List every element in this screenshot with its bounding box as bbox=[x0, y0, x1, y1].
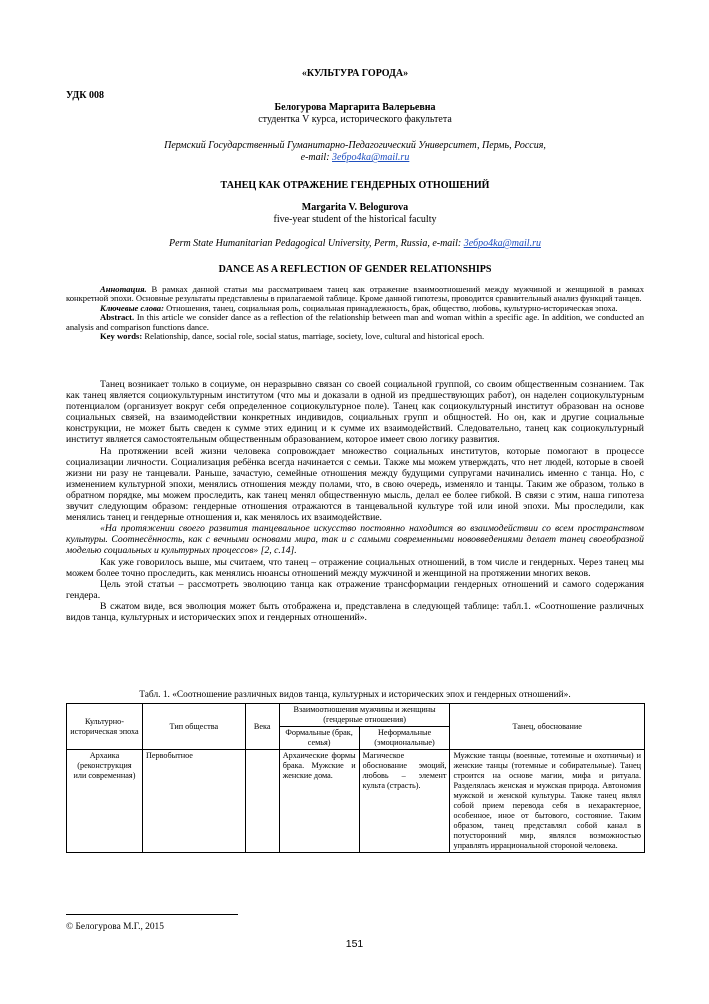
col-header-informal: Неформальные (эмоциональные) bbox=[359, 727, 450, 750]
affiliation-ru: Пермский Государственный Гуманитарно-Педагогический Университет, Пермь, Россия, bbox=[164, 140, 546, 151]
cell-formal: Архаические формы брака. Мужские и женские дома. bbox=[279, 750, 359, 853]
body-paragraph-1: Танец возникает только в социуме, он неразрывно связан со своей социальной группой, со своим общественным сознанием. Так как танец является социокультурным институтом (что мы и доказали в одной из предшествующих работ), он наделен социокультурным потенциалом (организует вокруг себя определенное социокультурное поле). Танец как социокультурный институт образован на основе социальных связей, на взаимодействии конкретных индивидов, социальных групп и общностей. Но он, как и другие социальные конструкции, не может быть сведен к сумме этих единиц и к сумме их взаимодействий. Следовательно, танец как социокультурный институт является самостоятельным общественным образованием, которое имеет свою логику развития. bbox=[66, 379, 644, 446]
col-header-relations: Взаимоотношения мужчины и женщины (гендерные отношения) bbox=[279, 704, 450, 727]
col-header-society: Тип общества bbox=[142, 704, 245, 750]
abstract-en-text: In this article we consider dance as a reflection of the relationship between man and woman within a specific age. In addition, we conducted an analysis and comparison functions dance. bbox=[66, 312, 644, 332]
table-header-row bbox=[67, 704, 645, 727]
article-title-en: DANCE AS A REFLECTION OF GENDER RELATIONSHIPS bbox=[218, 264, 492, 275]
affiliation-text-en: Perm State Humanitarian Pedagogical University, Perm, Russia, e-mail: bbox=[169, 238, 464, 249]
cell-society: Первобытное bbox=[142, 750, 245, 853]
udk-code: УДК 008 bbox=[66, 90, 104, 101]
email-label-ru: e-mail: bbox=[300, 152, 333, 163]
article-body bbox=[66, 379, 644, 623]
table-caption: Табл. 1. «Соотношение различных видов танца, культурных и исторических эпох и гендерных отношений». bbox=[139, 690, 571, 700]
cell-epoch: Архаика (реконструкция или современная) bbox=[67, 750, 143, 853]
affiliation-block-ru bbox=[66, 140, 644, 164]
journal-section: «КУЛЬТУРА ГОРОДА» bbox=[301, 68, 409, 79]
abstract-en-label: Abstract. bbox=[100, 312, 135, 323]
col-header-formal: Формальные (брак, семья) bbox=[279, 727, 359, 750]
epoch-table bbox=[66, 703, 645, 853]
footnote-rule bbox=[66, 914, 238, 915]
email-link-ru[interactable]: 3eбpo4ka@mail.ru bbox=[332, 152, 410, 163]
author-block-ru bbox=[66, 102, 644, 126]
author-block-en bbox=[66, 202, 644, 226]
abstract-ru-label: Аннотация. bbox=[100, 284, 147, 294]
cell-informal: Магическое обоснование эмоций, любовь – элемент культа (страсть). bbox=[359, 750, 450, 853]
abstract-block bbox=[66, 285, 644, 341]
email-link-en[interactable]: 3eбpo4ka@mail.ru bbox=[463, 238, 541, 249]
keywords-en-label: Key words: bbox=[100, 331, 143, 342]
cell-century bbox=[245, 750, 279, 853]
author-name-ru: Белогурова Маргарита Валерьевна bbox=[274, 102, 436, 113]
body-paragraph-3: Как уже говорилось выше, мы считаем, что танец – отражение социальных отношений, в том числе и гендерных. Через танец мы можем более точно проследить, как менялись нюансы отношений между мужчиной и женщиной на протяжении многих веков. bbox=[66, 556, 644, 579]
body-quote: «На протяжении своего развития танцевальное искусство постоянно находится во взаимодействии со всем пространством культуры. Соотнесённость, как с вечными основами мира, так и с самыми современными нововведениями делает танец своеобразной моделью социальных и культурных процессов» [2, с.14]. bbox=[66, 523, 644, 557]
keywords-en-text: Relationship, dance, social role, social status, marriage, society, love, cultural and historical epoch. bbox=[142, 331, 485, 342]
author-position-ru: студентка V курса, исторического факультета bbox=[258, 114, 452, 125]
body-paragraph-5: В сжатом виде, вся эволюция может быть отображена и, представлена в следующей таблице: табл.1. «Соотношение различных видов танца, культурных и исторических эпох и гендерных отношений». bbox=[66, 600, 644, 623]
col-header-epoch: Культурно-историческая эпоха bbox=[67, 704, 143, 750]
abstract-ru-text: В рамках данной статьи мы рассматриваем танец как отражение взаимоотношений между мужчиной и женщиной в рамках конкретной эпохи. Основные результаты представлены в прилагаемой таблице. Кроме данной гипотезы, проводится сравнительный анализ функций танцев. bbox=[66, 284, 644, 304]
table-row bbox=[67, 750, 645, 853]
affiliation-en bbox=[66, 238, 644, 250]
keywords-ru-label: Ключевые слова: bbox=[100, 302, 164, 313]
body-paragraph-2: На протяжении всей жизни человека сопровождает множество социальных институтов, которые помогают в процессе социализации личности. Социализация ребёнка всегда начинается с семьи. Также мы можем утверждать, что нет людей, которые в своей жизни ни разу не танцевали. Раньше, зачастую, семейные отношения между будущими супругами начинались именно с танца. Но, с изменением культурной эпохи, менялись отношения между полами, что, в свою очередь, изменяло и танцы. Таким же образом, только в обратном порядке, мы можем проследить, как танец менял общественную мысль, делал ее более гибкой. В связи с этим, наша гипотеза звучит следующим образом: гендерные отношения отражаются в танцевальной культуре той или иной эпохи. Мы проследили, как менялись танец и гендерные отношения и, как менялось их взаимодействие. bbox=[66, 445, 644, 524]
author-name-en: Margarita V. Belogurova bbox=[301, 202, 409, 213]
cell-dance: Мужские танцы (военные, тотемные и охотничьи) и женские танцы (тотемные и собирательные). Танец строится на основе магии, мифа и ритуала. Разделялась женская и мужская природа. Автономия мужской и женской культуры. Также танец являл собой прием перевода себя в нехарактерное, особенное, иное от бытового, состояние. Таким образом, танец представлял собой канал в потусторонний мир, являлся возможностью управлять иррациональной стороной человека. bbox=[450, 750, 645, 853]
author-position-en: five-year student of the historical faculty bbox=[273, 214, 437, 225]
col-header-dance: Танец, обоснование bbox=[450, 704, 645, 750]
keywords-ru-text: Отношения, танец, социальная роль, социальная принадлежность, брак, общество, любовь, культурно-историческая эпоха. bbox=[163, 302, 618, 313]
body-paragraph-4: Цель этой статьи – рассмотреть эволюцию танца как отражение трансформации гендерных отношений и самого содержания гендера. bbox=[66, 578, 644, 601]
article-title-ru: ТАНЕЦ КАК ОТРАЖЕНИЕ ГЕНДЕРНЫХ ОТНОШЕНИЙ bbox=[220, 180, 490, 191]
page-number: 151 bbox=[345, 938, 364, 950]
col-header-century: Века bbox=[245, 704, 279, 750]
footnote-copyright: © Белогурова М.Г., 2015 bbox=[66, 922, 164, 932]
